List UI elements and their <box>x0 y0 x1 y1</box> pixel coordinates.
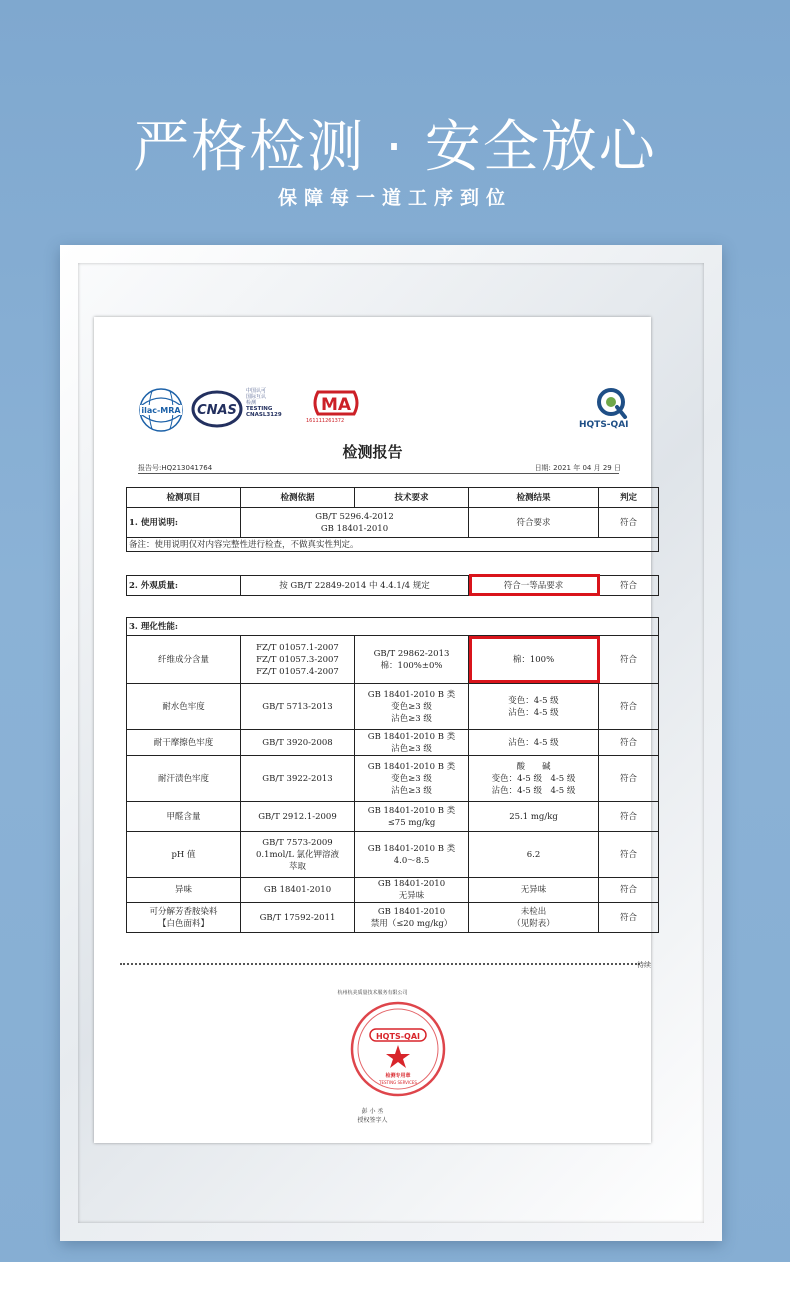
test-requirement-line: 变色≥3 级 <box>391 773 432 784</box>
signer-title: 授权签字人 <box>357 1117 388 1124</box>
test-requirement-line: ≤75 mg/kg <box>387 817 436 828</box>
test-result-line: 酸 碱 <box>516 761 551 772</box>
test-result-line: 25.1 mg/kg <box>509 811 558 822</box>
report-number-value: HQ213041764 <box>161 464 213 472</box>
usage-verdict: 符合 <box>599 508 659 538</box>
hqts-logo-icon <box>591 387 631 419</box>
month-char: 月 <box>593 464 601 472</box>
test-requirement-line: GB 18401-2010 <box>377 879 446 889</box>
table-row <box>127 802 659 832</box>
test-result-line: 未检出 <box>520 906 547 917</box>
ma-text: MA <box>320 395 352 415</box>
test-basis-line: FZ/T 01057.1-2007 <box>256 642 339 653</box>
day-char: 日 <box>614 464 621 472</box>
test-verdict: 符合 <box>599 684 659 730</box>
cnas-accreditation-text <box>246 388 296 418</box>
test-requirement-line: 4.0～8.5 <box>393 855 430 866</box>
usage-note: 备注：使用说明仅对内容完整性进行检查，不做真实性判定。 <box>127 538 659 552</box>
test-verdict: 符合 <box>599 756 659 802</box>
test-result <box>469 730 599 756</box>
table-row <box>127 756 659 802</box>
test-result-line: 沾色：4-5 级 4-5 级 <box>491 785 576 796</box>
test-basis <box>241 636 355 684</box>
signer-name: 彭 小 丞 <box>361 1108 384 1115</box>
test-basis-line: FZ/T 01057.3-2007 <box>256 654 339 665</box>
cnas-text: CNAS <box>197 403 237 418</box>
test-basis <box>241 903 355 933</box>
test-basis <box>241 802 355 832</box>
testing-seal-icon <box>348 999 448 1099</box>
test-verdict: 符合 <box>599 802 659 832</box>
header-result: 检测结果 <box>469 488 599 508</box>
test-basis-line: GB/T 17592-2011 <box>259 912 336 923</box>
header-rule <box>138 473 619 474</box>
test-requirement-line: GB 18401-2010 B 类 <box>367 843 456 854</box>
test-requirement-line: 禁用（≤20 mg/kg） <box>370 918 453 929</box>
cnas-line-2: 国际互认 <box>246 394 267 400</box>
appearance-basis: 按 GB/T 22849-2014 中 4.4.1/4 规定 <box>241 576 469 596</box>
test-item: 甲醛含量 <box>127 802 241 832</box>
test-item: 可分解芳香胺染料 【白色面料】 <box>127 903 241 933</box>
test-basis-line: 萃取 <box>288 861 306 872</box>
test-verdict: 符合 <box>599 878 659 903</box>
test-requirement-line: 棉：100%±0% <box>380 660 443 671</box>
test-basis <box>241 730 355 756</box>
report-date <box>535 463 621 473</box>
test-basis <box>241 684 355 730</box>
test-requirement <box>355 832 469 878</box>
test-requirement-line: 沾色≥3 级 <box>391 713 432 724</box>
test-verdict: 符合 <box>599 903 659 933</box>
ilac-mra-logo-icon <box>138 387 184 433</box>
test-requirement <box>355 802 469 832</box>
test-requirement-line: GB 18401-2010 B 类 <box>367 689 456 700</box>
test-basis-line: GB/T 3922-2013 <box>262 773 333 784</box>
company-name: 杭州杭美质量技术服务有限公司 <box>337 990 408 996</box>
test-basis-line: GB/T 5713-2013 <box>262 701 333 712</box>
usage-basis <box>241 508 469 538</box>
test-basis-line: FZ/T 01057.4-2007 <box>256 666 339 677</box>
test-requirement-line: GB 18401-2010 B 类 <box>367 805 456 816</box>
table-row <box>127 878 659 903</box>
cnas-logo-icon <box>191 389 243 429</box>
test-item: pH 值 <box>127 832 241 878</box>
hqts-label: HQTS-QAI <box>579 420 629 430</box>
test-basis <box>241 832 355 878</box>
test-requirement-line: GB 18401-2010 <box>377 906 446 917</box>
test-result-line: 棉：100% <box>512 654 555 665</box>
table-row <box>127 903 659 933</box>
highlight-box-fiber <box>469 636 600 683</box>
ilac-text: ilac-MRA <box>141 406 181 415</box>
cnas-line-5: CNASL3129 <box>246 412 282 418</box>
test-requirement-line: 沾色≥3 级 <box>391 743 432 754</box>
continued-label: 待续 <box>637 961 651 969</box>
bottom-strip <box>0 1262 790 1305</box>
test-requirement-line: 变色≥3 级 <box>391 701 432 712</box>
picture-frame <box>60 245 722 1241</box>
test-item: 纤维成分含量 <box>127 636 241 684</box>
cnas-line-4: TESTING <box>246 406 273 412</box>
test-requirement-line: GB 18401-2010 B 类 <box>367 731 456 742</box>
test-basis-line: GB/T 2912.1-2009 <box>258 811 337 822</box>
physchem-header-row <box>127 618 659 636</box>
table-row <box>127 730 659 756</box>
header-item: 检测项目 <box>127 488 241 508</box>
test-requirement <box>355 730 469 756</box>
table-row <box>127 832 659 878</box>
banner-title: 严格检测 · 安全放心 <box>133 115 657 180</box>
test-verdict: 符合 <box>599 832 659 878</box>
usage-result: 符合要求 <box>469 508 599 538</box>
test-result-line: 变色：4-5 级 4-5 级 <box>491 773 576 784</box>
test-requirement <box>355 903 469 933</box>
test-requirement-line: GB/T 29862-2013 <box>373 648 450 659</box>
test-requirement <box>355 756 469 802</box>
report-date-day: 29 <box>602 464 612 472</box>
test-report-sheet <box>94 317 651 1143</box>
test-requirement <box>355 636 469 684</box>
cma-number: 161111261372 <box>306 418 345 424</box>
cnas-line-1: 中国认可 <box>246 388 267 394</box>
test-requirement <box>355 878 469 903</box>
test-result <box>469 903 599 933</box>
test-result-line: 沾色：4-5 级 <box>508 707 559 718</box>
test-basis <box>241 878 355 903</box>
test-result <box>469 756 599 802</box>
test-basis-line: GB 18401-2010 <box>263 885 332 895</box>
report-number-label: 报告号: <box>138 464 162 472</box>
test-basis-line: 0.1mol/L 氯化钾溶液 <box>255 849 340 860</box>
report-number <box>138 463 212 473</box>
seal-subtext-2: TESTING SERVICES <box>379 1080 417 1085</box>
header-requirement: 技术要求 <box>355 488 469 508</box>
test-item: 耐水色牢度 <box>127 684 241 730</box>
table-row <box>127 684 659 730</box>
test-result <box>469 684 599 730</box>
usage-row <box>127 508 659 538</box>
signer-block <box>94 1107 651 1125</box>
test-result <box>469 802 599 832</box>
physchem-item: 3. 理化性能: <box>127 618 659 636</box>
test-result-line: 沾色：4-5 级 <box>508 737 559 748</box>
test-item: 耐干摩擦色牢度 <box>127 730 241 756</box>
cma-logo-icon <box>310 389 362 417</box>
report-date-label: 日期: <box>534 464 551 472</box>
test-requirement-line: 沾色≥3 级 <box>391 785 432 796</box>
report-date-month: 04 <box>582 464 592 472</box>
report-title: 检测报告 <box>342 443 403 461</box>
test-basis-line: GB/T 3920-2008 <box>262 737 333 748</box>
test-result <box>469 878 599 903</box>
test-result-line: 6.2 <box>526 849 541 860</box>
cnas-line-3: 检测 <box>246 400 257 406</box>
test-result <box>469 832 599 878</box>
test-requirement-line: GB 18401-2010 B 类 <box>367 761 456 772</box>
test-result-line: 无异味 <box>520 885 547 895</box>
header-verdict: 判定 <box>599 488 659 508</box>
table-header-row <box>127 488 659 508</box>
test-basis <box>241 756 355 802</box>
banner-subtitle: 保障每一道工序到位 <box>277 187 512 209</box>
header-basis: 检测依据 <box>241 488 355 508</box>
report-date-year: 2021 <box>553 464 571 472</box>
usage-note-row <box>127 538 659 552</box>
test-requirement-line: 无异味 <box>398 891 425 901</box>
usage-item: 1. 使用说明: <box>127 508 241 538</box>
usage-table <box>126 487 659 552</box>
highlight-box-appearance <box>469 574 600 596</box>
test-result-line: 变色：4-5 级 <box>508 695 559 706</box>
appearance-item: 2. 外观质量: <box>127 576 241 596</box>
seal-text: HQTS-QAI <box>375 1032 421 1041</box>
appearance-verdict: 符合 <box>599 576 659 596</box>
usage-basis-2: GB 18401-2010 <box>320 523 389 534</box>
year-char: 年 <box>573 464 581 472</box>
usage-basis-1: GB/T 5296.4-2012 <box>315 511 394 522</box>
appearance-result: 符合一等品要求 <box>469 576 599 596</box>
test-verdict: 符合 <box>599 636 659 684</box>
test-requirement <box>355 684 469 730</box>
test-item: 异味 <box>127 878 241 903</box>
test-item: 耐汗渍色牢度 <box>127 756 241 802</box>
test-verdict: 符合 <box>599 730 659 756</box>
test-basis-line: GB/T 7573-2009 <box>262 837 333 848</box>
test-result-line: （见附表） <box>512 918 555 929</box>
dotted-divider <box>120 963 640 965</box>
seal-subtext: 检测专用章 <box>385 1073 411 1079</box>
